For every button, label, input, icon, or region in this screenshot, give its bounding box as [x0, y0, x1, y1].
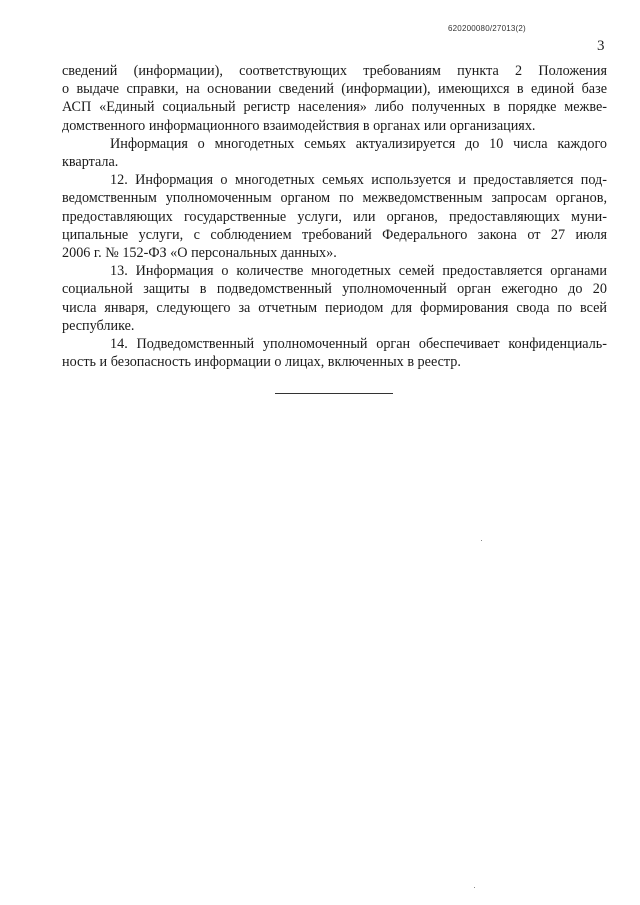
body-line: 14. Подведомственный уполномоченный орган обеспечивает конфиденциаль-: [110, 336, 607, 353]
body-line: 13. Информация о количестве многодетных семей предоставляется органами: [110, 263, 607, 280]
body-line: АСП «Единый социальный регистр населения» либо полученных в порядке межве-: [62, 99, 607, 116]
body-line: предоставляющих государственные услуги, или органов, предоставляющих муни-: [62, 208, 607, 225]
scan-speck: [474, 887, 475, 888]
body-line: республике.: [62, 317, 135, 334]
body-line: квартала.: [62, 154, 119, 171]
scan-speck: [481, 540, 482, 541]
end-separator-line: [275, 393, 393, 394]
body-line: ведомственным уполномоченным органом по межведомственным запросам органов,: [62, 190, 607, 207]
document-body: [62, 62, 607, 371]
body-line: 12. Информация о многодетных семьях используется и предоставляется под-: [110, 172, 607, 189]
body-line: о выдаче справки, на основании сведений (информации), имеющихся в единой базе: [62, 81, 607, 98]
body-line: Информация о многодетных семьях актуализируется до 10 числа каждого: [110, 135, 607, 152]
body-line: домственного информационного взаимодействия в органах или организациях.: [62, 117, 536, 134]
body-line: ципальные услуги, с соблюдением требований Федерального закона от 27 июля: [62, 226, 607, 243]
body-line: 2006 г. № 152-ФЗ «О персональных данных».: [62, 245, 337, 262]
page-number: 3: [597, 38, 605, 54]
body-line: числа января, следующего за отчетным периодом для формирования свода по всей: [62, 299, 607, 316]
body-line: сведений (информации), соответствующих требованиям пункта 2 Положения: [62, 63, 607, 79]
body-line: социальной защиты в подведомственный уполномоченный орган ежегодно до 20: [62, 281, 607, 298]
document-code: 620200080/27013(2): [448, 24, 526, 33]
body-line: ность и безопасность информации о лицах, включенных в реестр.: [62, 354, 461, 371]
